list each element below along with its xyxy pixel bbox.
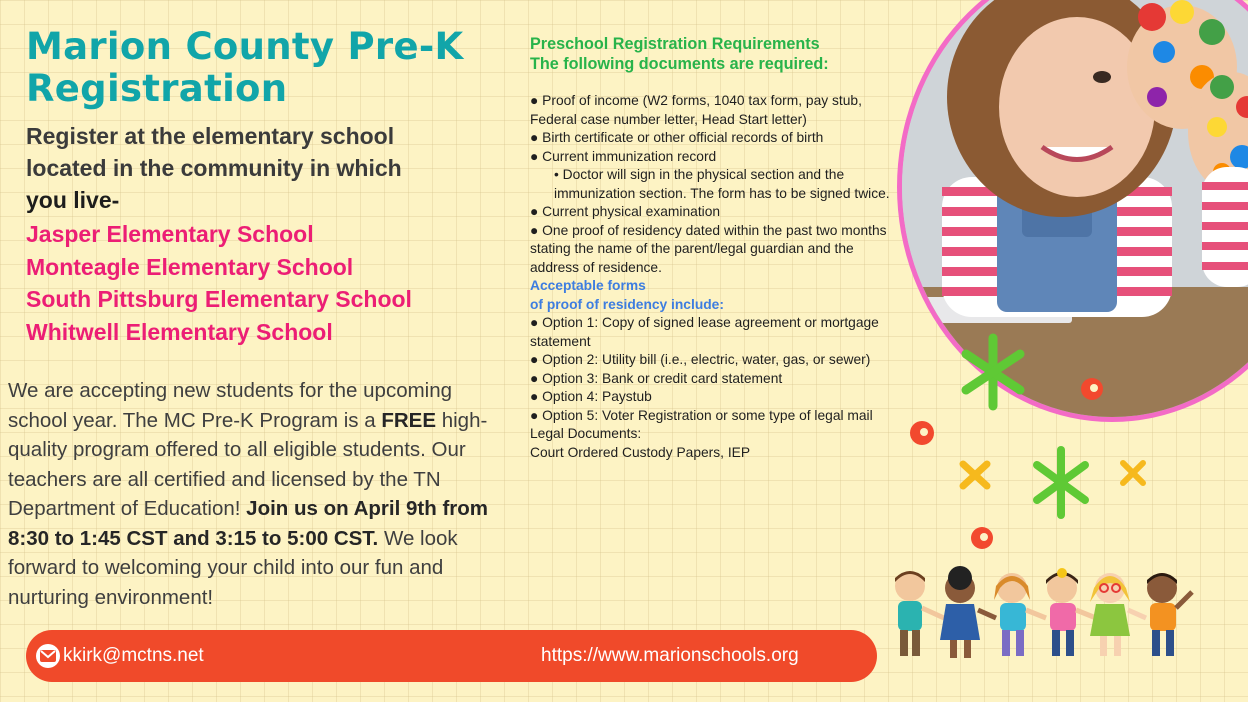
requirements-panel (530, 34, 896, 462)
residency-option: ● Option 3: Bank or credit card statement (530, 370, 783, 386)
yellow-x-icon (957, 458, 993, 492)
requirement-item: ● Proof of income (W2 forms, 1040 tax form, pay stub, Federal case number letter, Head Start letter) (530, 93, 862, 127)
website-link[interactable]: https://www.marionschools.org (541, 645, 799, 666)
requirement-item: ● Birth certificate or other official records of birth (530, 130, 824, 145)
requirements-heading: Preschool Registration Requirements (530, 35, 820, 53)
about-text: high-quality program offered to all eligible students. Our teachers are all certified and licensed by the TN Department of Education! (8, 408, 488, 520)
requirements-subheading: The following documents are required: (530, 55, 829, 73)
school-name: Whitwell Elementary School (26, 318, 333, 345)
acceptable-forms-heading: Acceptable forms (530, 278, 646, 293)
yellow-x-icon (1118, 458, 1148, 488)
school-list (26, 218, 496, 348)
red-dot-icon (1078, 375, 1106, 403)
school-name: Jasper Elementary School (26, 221, 314, 247)
mail-icon (36, 644, 60, 668)
intro-line: located in the community in which (26, 155, 402, 181)
contact-footer (26, 630, 877, 682)
child-photo (897, 0, 1248, 422)
green-asterisk-icon (1030, 445, 1092, 520)
contact-email[interactable]: kkirk@mctns.net (63, 645, 204, 666)
legal-documents-heading: Legal Documents: (530, 426, 642, 441)
about-text: We are accepting new students for the upcoming school year. The MC Pre-K Program is a (8, 379, 453, 432)
program-description (8, 376, 508, 612)
mail-icon (39, 649, 57, 663)
legal-documents-list: Court Ordered Custody Papers, IEP (530, 444, 751, 460)
registration-intro (26, 120, 496, 216)
free-emphasis: FREE (381, 408, 437, 432)
green-asterisk-icon (958, 332, 1028, 412)
residency-option: ● Option 1: Copy of signed lease agreement or mortgage statement (530, 315, 879, 349)
residency-option: ● Option 5: Voter Registration or some type of legal mail (530, 407, 873, 423)
intro-line: Register at the elementary school (26, 123, 395, 149)
event-date-emphasis: Join us on April 9th from 8:30 to 1:45 CST and 3:15 to 5:00 CST. (8, 497, 488, 550)
requirement-item: ● Current physical examination (530, 204, 721, 219)
requirement-item: ● One proof of residency dated within the past two months stating the name of the parent/legal guardian and the address of residence. (530, 222, 887, 275)
red-dot-icon (968, 524, 996, 552)
page-title: Marion County Pre-K Registration (26, 25, 464, 110)
acceptable-forms-heading: of proof of residency include: (530, 296, 724, 312)
about-text: We look forward to welcoming your child into our fun and nurturing environment! (8, 526, 458, 609)
child-painted-hands-photo (902, 0, 1248, 417)
residency-option: ● Option 2: Utility bill (i.e., electric, water, gas, or sewer) (530, 352, 871, 367)
requirement-subitem: • Doctor will sign in the physical section and the immunization section. The form has to be signed twice. (554, 167, 890, 201)
residency-option: ● Option 4: Paystub (530, 389, 652, 404)
kids-holding-hands-illustration (884, 566, 1200, 662)
intro-line: you live- (26, 187, 120, 213)
school-name: Monteagle Elementary School (26, 253, 354, 280)
red-dot-icon (907, 418, 937, 448)
school-name: South Pittsburg Elementary School (26, 286, 412, 312)
requirement-item: ● Current immunization record (530, 148, 717, 164)
